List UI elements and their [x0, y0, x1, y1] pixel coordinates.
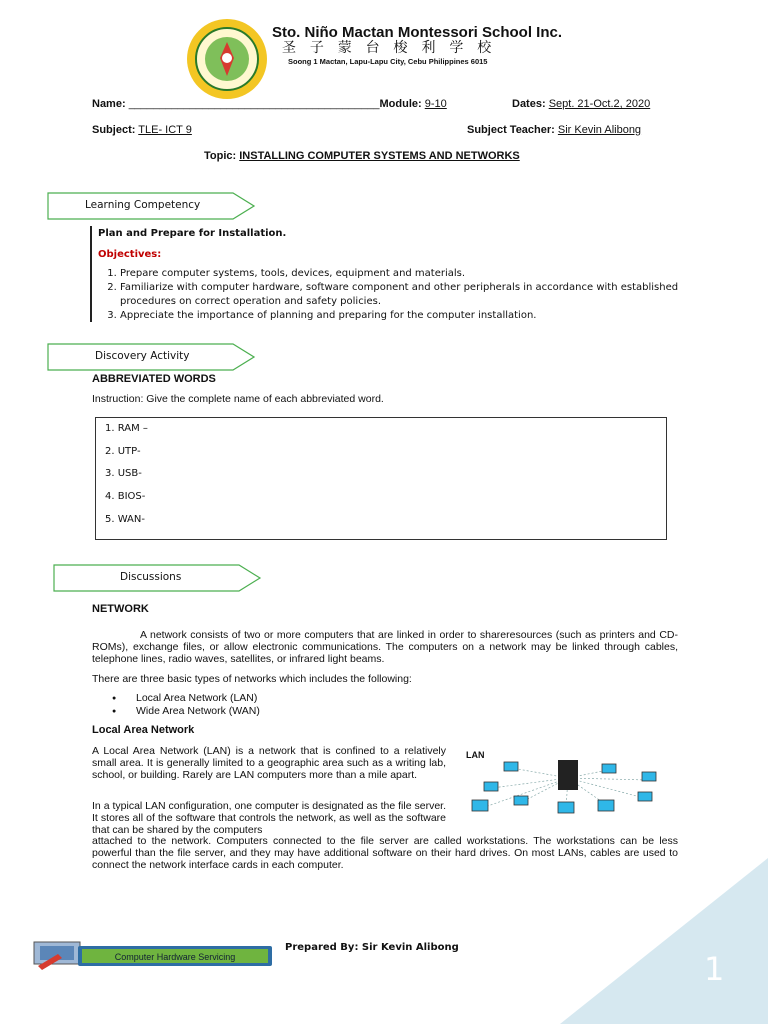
network-title: NETWORK	[92, 603, 149, 615]
network-types-intro: There are three basic types of networks which includes the following:	[92, 673, 412, 685]
topic-value: INSTALLING COMPUTER SYSTEMS AND NETWORKS	[239, 150, 520, 162]
lan-paragraph-2-bottom: attached to the network. Computers connected to the file server are called workstations. The workstations can be less powerful than the file server, and they may have additional software on their hard drives. On most LANs, cables are used to connect the network interface cards in each computer.	[92, 835, 678, 871]
objective-item: 3. Appreciate the importance of planning and preparing for the computer installation.	[120, 309, 704, 323]
learning-competency-tag	[47, 192, 257, 220]
name-blank[interactable]: _________________________________________	[128, 98, 380, 110]
discussions-label: Discussions	[120, 571, 182, 583]
discussions-tag	[53, 564, 263, 592]
module-value: 9-10	[424, 98, 447, 110]
objective-item: 2. Familiarize with computer hardware, software component and other peripherals in accordance with established procedures on correct operation and safety policies.	[120, 281, 704, 309]
corner-triangle-decoration	[560, 858, 768, 1024]
network-types-list	[112, 692, 260, 718]
lan-paragraph-2-top: In a typical LAN configuration, one computer is designated as the file server. It stores all of the software that controls the network, as well as the software that can be shared by the computers	[92, 800, 446, 836]
abbreviation-item[interactable]: 4. BIOS-	[105, 491, 146, 502]
name-row: Name: _________________________________________Module: 9-10	[92, 98, 447, 110]
objectives-list	[104, 267, 704, 323]
module-label: Module	[379, 98, 419, 110]
dates-row	[512, 98, 650, 110]
school-seal-logo	[186, 18, 268, 100]
topic-row	[204, 150, 520, 162]
prepared-by: Prepared By: Sir Kevin Alibong	[285, 942, 459, 953]
lan-network-diagram	[462, 748, 674, 822]
objectives-vertical-rule	[90, 226, 92, 322]
dates-label: Dates:	[512, 98, 546, 110]
network-paragraph: A network consists of two or more computers that are linked in order to shareresources (such as printers and CD-ROMs), exchange files, or allow electronic communications. The computers on a network may be linked through cables, telephone lines, radio waves, satellites, or infrared light beams.	[92, 629, 678, 665]
objective-item: 1. Prepare computer systems, tools, devices, equipment and materials.	[120, 267, 704, 281]
network-type-item: ● Wide Area Network (WAN)	[112, 705, 260, 718]
discovery-activity-tag	[47, 343, 257, 371]
subject-label: Subject:	[92, 124, 136, 136]
teacher-label: Subject Teacher:	[467, 124, 555, 136]
logo-text: Computer Hardware Servicing	[114, 952, 236, 962]
abbreviation-item[interactable]: 5. WAN-	[105, 514, 145, 525]
objectives-label: Objectives:	[98, 249, 162, 260]
page-number: 1	[704, 950, 725, 988]
school-chinese-name: 圣 子 蒙 台 梭 利 学 校	[282, 39, 497, 55]
school-name: Sto. Niño Mactan Montessori School Inc.	[272, 24, 563, 41]
computer-hardware-servicing-logo	[30, 936, 274, 976]
discovery-instruction: Instruction: Give the complete name of each abbreviated word.	[92, 393, 384, 405]
dates-value: Sept. 21-Oct.2, 2020	[548, 98, 651, 110]
lan-diagram-label: LAN	[466, 750, 485, 760]
name-label: Name:	[92, 98, 126, 110]
teacher-row	[467, 124, 641, 136]
teacher-value: Sir Kevin Alibong	[557, 124, 642, 136]
abbreviation-answer-box	[95, 417, 667, 540]
learning-competency-label: Learning Competency	[85, 199, 201, 211]
lan-paragraph-1: A Local Area Network (LAN) is a network that is confined to a relatively small area. It is generally limited to a geographic area such as a writing lab, school, or building. Rarely are LAN computers more than a mile apart.	[92, 745, 446, 781]
lan-title: Local Area Network	[92, 724, 195, 736]
subject-row	[92, 124, 192, 136]
network-type-item: ● Local Area Network (LAN)	[112, 692, 260, 705]
school-address: Soong 1 Mactan, Lapu-Lapu City, Cebu Philippines 6015	[288, 57, 488, 66]
abbreviation-item[interactable]: 2. UTP-	[105, 446, 141, 457]
topic-label: Topic:	[204, 150, 237, 162]
abbreviation-item[interactable]: 3. USB-	[105, 468, 142, 479]
discovery-activity-label: Discovery Activity	[95, 350, 190, 362]
subject-value: TLE- ICT 9	[138, 124, 192, 136]
abbreviated-words-title: ABBREVIATED WORDS	[92, 373, 216, 385]
competency-heading: Plan and Prepare for Installation.	[98, 228, 287, 239]
abbreviation-item[interactable]: 1. RAM –	[105, 423, 148, 434]
